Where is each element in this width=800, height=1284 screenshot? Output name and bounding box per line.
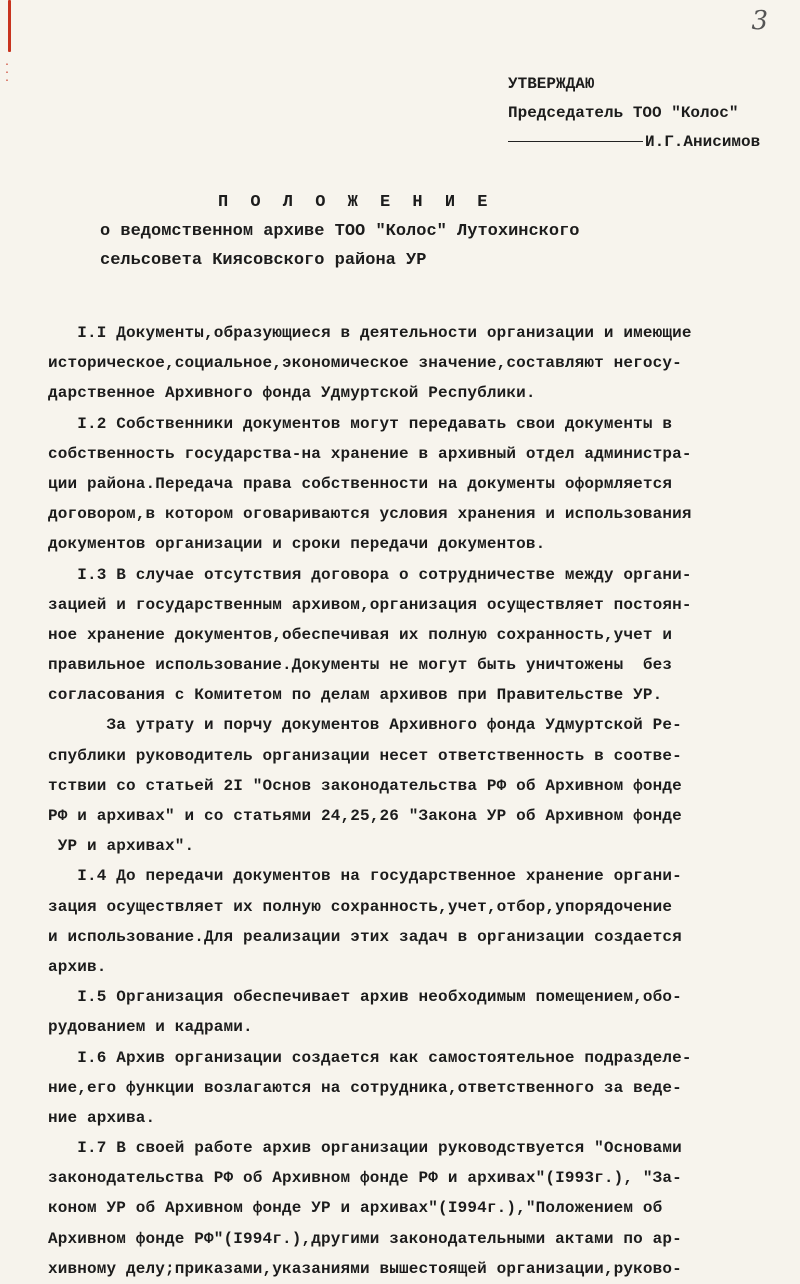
body-text-line: архив. bbox=[48, 957, 107, 976]
body-text-line: рудованием и кадрами. bbox=[48, 1018, 253, 1037]
signature-underline bbox=[508, 141, 643, 142]
body-text-line: За утрату и порчу документов Архивного фонда Удмуртской Ре- bbox=[48, 716, 682, 735]
body-text-line: I.I Документы,образующиеся в деятельности организации и имеющие bbox=[48, 324, 692, 342]
document-title: П О Л О Ж Е Н И Е bbox=[218, 193, 494, 212]
body-text-line: I.7 В своей работе архив организации руководствуется "Основами bbox=[48, 1139, 682, 1158]
approval-signature-line bbox=[508, 128, 760, 157]
document-title-block bbox=[100, 188, 579, 275]
margin-red-mark bbox=[8, 0, 11, 52]
body-text-line: историческое,социальное,экономическое значение,составляют негосу- bbox=[48, 354, 682, 373]
body-text-line: I.3 В случае отсутствия договора о сотрудничестве между органи- bbox=[48, 565, 692, 584]
body-text-line: ние,его функции возлагаются на сотрудника,ответственного за веде- bbox=[48, 1078, 682, 1097]
body-text-line: I.6 Архив организации создается как самостоятельное подразделе- bbox=[48, 1048, 692, 1067]
body-text-line: I.4 До передачи документов на государственное хранение органи- bbox=[48, 867, 682, 886]
body-text-line: согласования с Комитетом по делам архивов при Правительстве УР. bbox=[48, 686, 663, 705]
body-text-line: дарственное Архивного фонда Удмуртской Республики. bbox=[48, 384, 536, 403]
body-text-line: документов организации и сроки передачи документов. bbox=[48, 535, 546, 554]
page-number: 3 bbox=[751, 6, 768, 36]
body-text-line: I.2 Собственники документов могут передавать свои документы в bbox=[48, 414, 673, 433]
document-subtitle-line-2: сельсовета Киясовского района УР bbox=[100, 251, 427, 270]
body-text-line: ние архива. bbox=[48, 1108, 156, 1127]
margin-red-dots: · · · bbox=[4, 60, 11, 87]
body-text-line: договором,в котором оговариваются условия хранения и использования bbox=[48, 505, 692, 524]
approval-heading: УТВЕРЖДАЮ bbox=[508, 75, 595, 93]
body-text-line: зацией и государственным архивом,организация осуществляет постоян- bbox=[48, 595, 692, 614]
body-text-line: ное хранение документов,обеспечивая их полную сохранность,учет и bbox=[48, 625, 673, 644]
body-text-line: законодательства РФ об Архивном фонде РФ и архивах"(I993г.), "За- bbox=[48, 1169, 682, 1188]
body-text-line: ции района.Передача права собственности на документы оформляется bbox=[48, 474, 673, 493]
approval-position: Председатель ТОО "Колос" bbox=[508, 104, 739, 122]
body-text-line: УР и архивах". bbox=[48, 837, 195, 856]
body-text-line: коном УР об Архивном фонде УР и архивах"(I994г.),"Положением об bbox=[48, 1199, 663, 1218]
approval-stamp-block bbox=[508, 70, 760, 157]
body-text-line: правильное использование.Документы не могут быть уничтожены без bbox=[48, 656, 673, 675]
approval-signatory: И.Г.Анисимов bbox=[645, 133, 761, 151]
body-text-line: собственность государства-на хранение в архивный отдел администра- bbox=[48, 444, 692, 463]
body-text-line: тствии со статьей 2I "Основ законодательства РФ об Архивном фонде bbox=[48, 776, 682, 795]
body-text-line: I.5 Организация обеспечивает архив необходимым помещением,обо- bbox=[48, 988, 682, 1007]
document-subtitle-line-1: о ведомственном архиве ТОО "Колос" Лутохинского bbox=[100, 222, 580, 241]
body-text-line: и использование.Для реализации этих задач в организации создается bbox=[48, 927, 682, 946]
document-body bbox=[48, 318, 778, 1284]
body-text-line: хивному делу;приказами,указаниями вышестоящей организации,руково- bbox=[48, 1259, 682, 1278]
body-text-line: Архивном фонде РФ"(I994г.),другими законодательными актами по ар- bbox=[48, 1229, 682, 1248]
body-text-line: зация осуществляет их полную сохранность,учет,отбор,упорядочение bbox=[48, 897, 673, 916]
body-text-line: РФ и архивах" и со статьями 24,25,26 "Закона УР об Архивном фонде bbox=[48, 807, 682, 825]
body-text-line: спублики руководитель организации несет ответственность в соотве- bbox=[48, 746, 682, 765]
